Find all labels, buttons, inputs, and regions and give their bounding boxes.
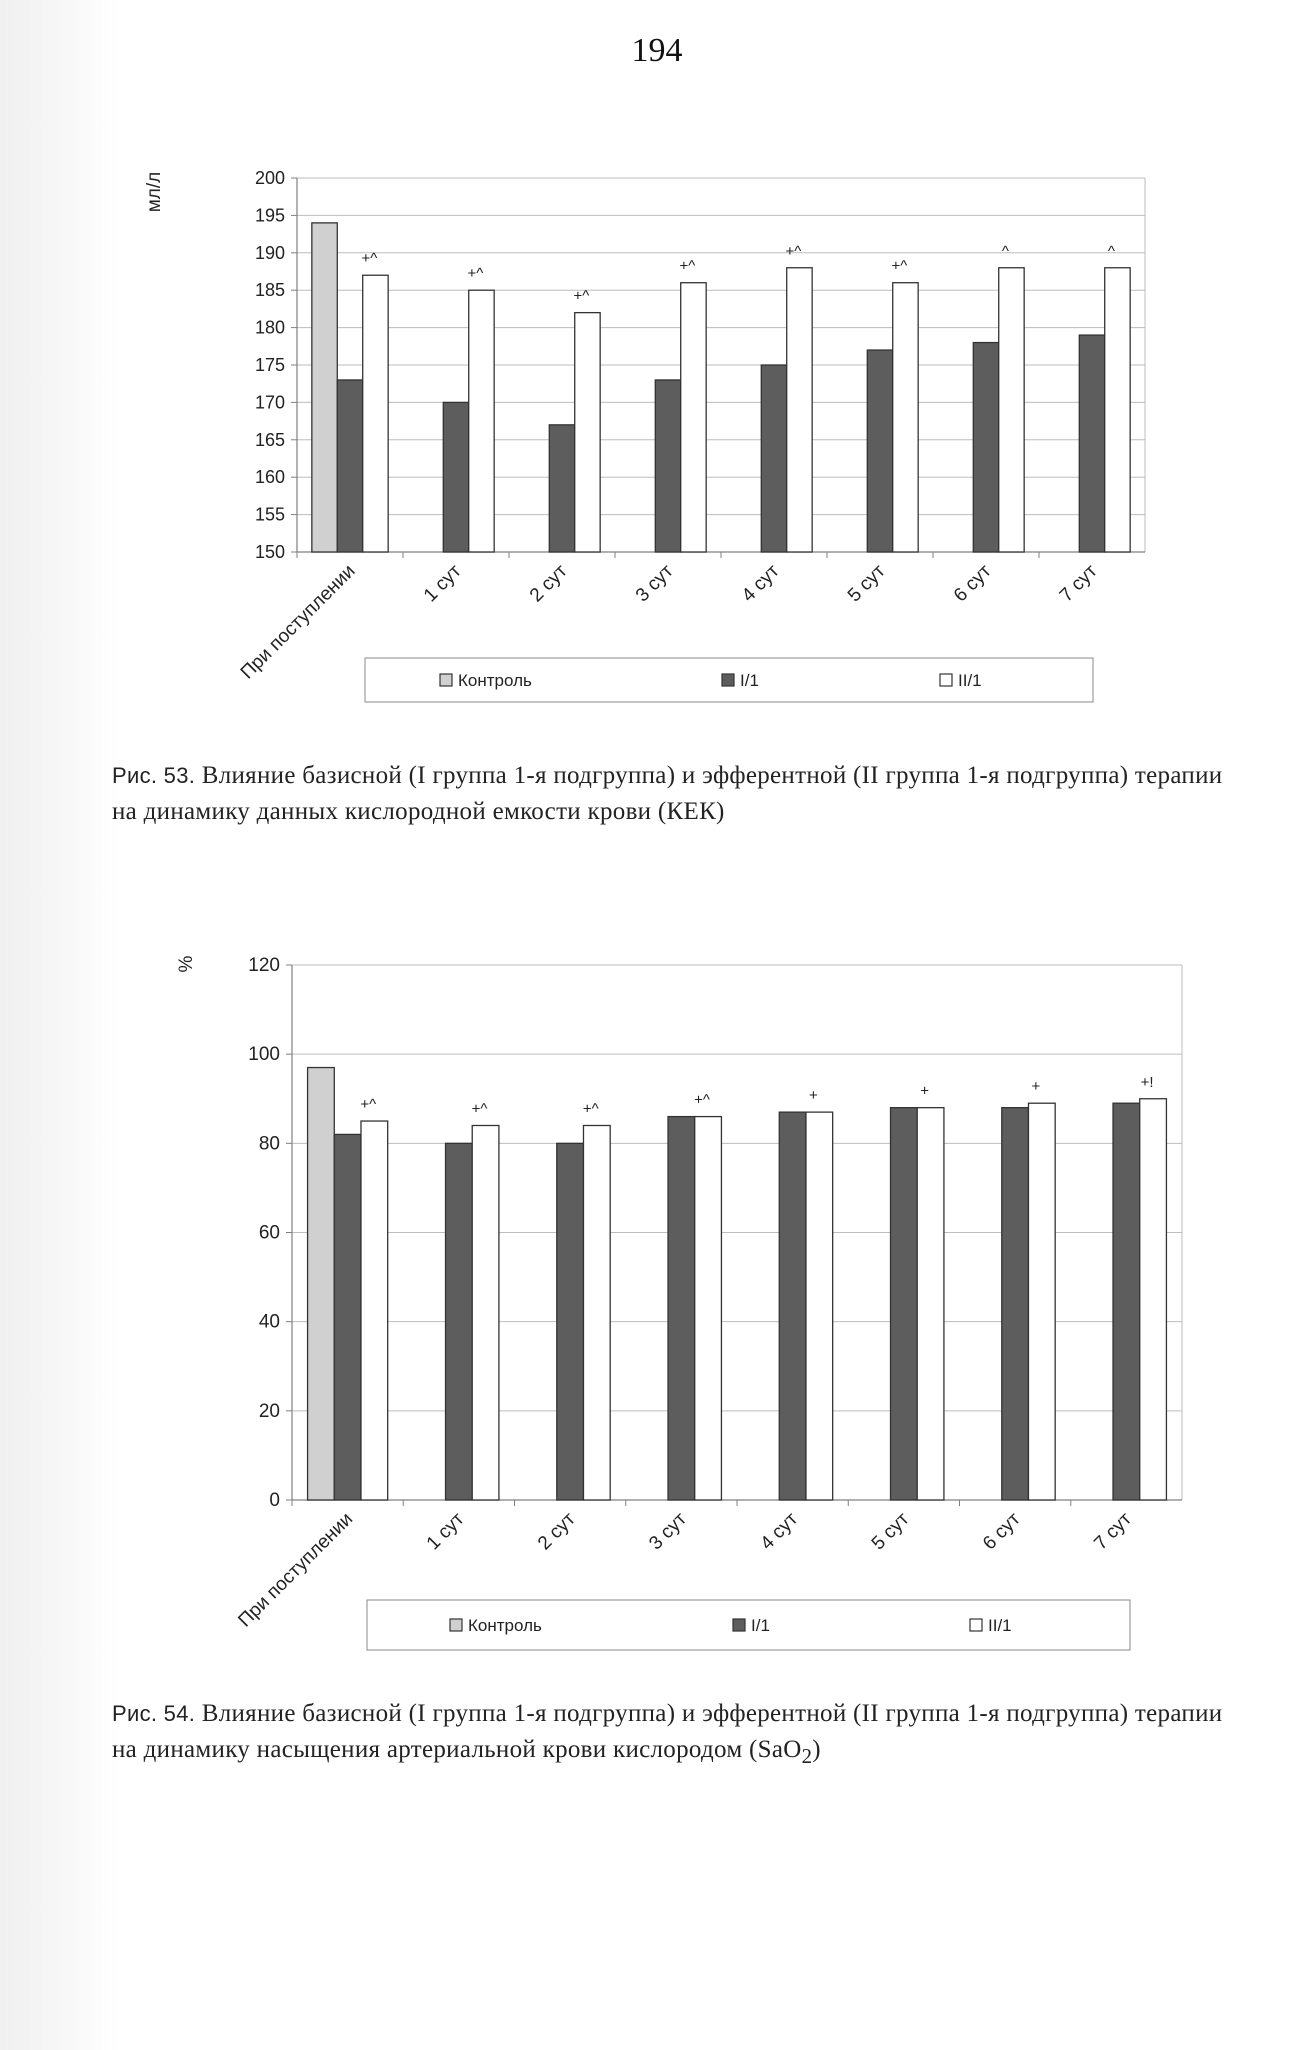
significance-mark: +^ — [573, 287, 590, 305]
significance-mark: +^ — [471, 1100, 488, 1118]
bar-group-i1 — [443, 402, 468, 552]
chart-oxygen-saturation — [0, 940, 1314, 1660]
y-tick-label: 120 — [248, 955, 280, 976]
y-tick-label: 60 — [258, 1222, 280, 1244]
x-category-label: 6 сут — [949, 560, 996, 607]
y-tick-label: 40 — [258, 1311, 280, 1333]
x-category-label: 2 сут — [525, 560, 572, 607]
x-category-label: 4 сут — [756, 1508, 803, 1555]
figure-53-caption — [112, 758, 1242, 830]
y-tick-label: 0 — [269, 1490, 280, 1511]
significance-mark: +! — [1140, 1073, 1154, 1091]
figure-53-text: Влияние базисной (I группа 1-я подгруппа) и эфферентной (II группа 1-я подгруппа) терапии на динамику данных кислородной емкости крови (КЕК) — [112, 762, 1223, 825]
bar-group-i1 — [446, 1143, 473, 1500]
significance-mark: +^ — [694, 1091, 710, 1109]
x-category-label: 3 сут — [631, 560, 678, 607]
legend-label: Контроль — [458, 671, 532, 690]
bar-group-ii1 — [1140, 1099, 1167, 1500]
bar-group-ii1 — [999, 268, 1024, 552]
bar-group-ii1 — [917, 1108, 944, 1500]
x-category-label: 7 сут — [1055, 560, 1102, 607]
bar-group-i1 — [334, 1134, 361, 1500]
bar-group-ii1 — [583, 1126, 610, 1501]
bar-control — [312, 223, 337, 552]
bar-group-i1 — [655, 380, 680, 552]
legend-swatch — [733, 1619, 745, 1631]
x-category-label: 5 сут — [867, 1508, 914, 1555]
x-category-label: 4 сут — [737, 560, 784, 607]
legend-label: II/1 — [988, 1616, 1012, 1635]
y-tick-label: 200 — [254, 168, 285, 188]
significance-mark: +^ — [582, 1100, 599, 1118]
bar-group-i1 — [557, 1143, 584, 1500]
bar-group-ii1 — [681, 283, 706, 552]
figure-53-number: Рис. 53. — [112, 763, 196, 788]
significance-mark: + — [920, 1082, 929, 1100]
x-category-label: 5 сут — [843, 560, 890, 607]
legend-swatch — [440, 674, 452, 686]
bar-group-ii1 — [695, 1117, 722, 1500]
legend-swatch — [722, 674, 734, 686]
bar-group-ii1 — [806, 1112, 833, 1500]
y-tick-label: 185 — [254, 280, 285, 301]
legend-label: II/1 — [958, 671, 982, 690]
figure-54-subscript: 2 — [801, 1744, 813, 1768]
x-category-label: 6 сут — [979, 1508, 1025, 1555]
bar-group-i1 — [761, 365, 786, 552]
legend-label: I/1 — [740, 671, 759, 690]
bar-group-ii1 — [1105, 268, 1130, 552]
y-tick-label: 195 — [254, 205, 285, 226]
bar-group-ii1 — [472, 1126, 499, 1501]
legend-swatch — [940, 674, 952, 686]
y-tick-label: 155 — [254, 504, 285, 525]
significance-mark: +^ — [785, 242, 802, 260]
bar-group-ii1 — [363, 275, 388, 552]
x-category-label: При поступлении — [234, 1508, 358, 1632]
bar-group-i1 — [1079, 335, 1104, 552]
bar-group-ii1 — [1028, 1103, 1055, 1500]
chart-oxygen-capacity — [0, 150, 1314, 710]
bar-group-ii1 — [575, 313, 600, 552]
bar-control — [308, 1068, 335, 1500]
y-tick-label: 190 — [254, 242, 285, 263]
y-axis-label: мл/л — [144, 171, 165, 213]
bar-group-ii1 — [361, 1121, 388, 1500]
bar-group-i1 — [867, 350, 892, 552]
significance-mark: ^ — [1001, 242, 1009, 260]
y-tick-label: 170 — [254, 392, 285, 413]
y-tick-label: 100 — [248, 1044, 280, 1066]
bar-group-ii1 — [893, 283, 918, 552]
y-tick-label: 20 — [258, 1400, 280, 1422]
significance-mark: + — [1031, 1078, 1041, 1096]
significance-mark: +^ — [360, 1096, 377, 1114]
legend-swatch — [450, 1619, 462, 1631]
significance-mark: +^ — [467, 265, 484, 283]
y-tick-label: 165 — [254, 429, 285, 450]
y-tick-label: 180 — [254, 317, 285, 338]
x-category-label: При поступлении — [236, 560, 360, 684]
x-category-label: 7 сут — [1090, 1508, 1136, 1555]
bar-group-i1 — [337, 380, 362, 552]
bar-group-ii1 — [787, 268, 812, 552]
significance-mark: +^ — [361, 250, 378, 268]
bar-group-i1 — [779, 1112, 806, 1500]
x-category-label: 1 сут — [422, 1508, 469, 1555]
figure-54-number: Рис. 54. — [112, 1701, 196, 1726]
bar-group-i1 — [549, 425, 574, 552]
significance-mark: +^ — [891, 257, 908, 275]
y-tick-label: 160 — [254, 467, 285, 488]
figure-54-caption — [112, 1696, 1242, 1774]
y-tick-label: 80 — [258, 1133, 280, 1155]
figure-54-text-end: ) — [812, 1736, 821, 1763]
x-category-label: 2 сут — [534, 1508, 580, 1555]
figure-54-text: Влияние базисной (I группа 1-я подгруппа) и эфферентной (II группа 1-я подгруппа) терапии на динамику насыщения артериальной крови кислородом (SaO — [112, 1700, 1223, 1763]
legend-swatch — [970, 1619, 982, 1631]
legend-label: I/1 — [751, 1616, 770, 1635]
significance-mark: +^ — [679, 257, 696, 275]
x-category-label: 3 сут — [645, 1508, 691, 1555]
bar-group-i1 — [1002, 1108, 1029, 1500]
significance-mark: ^ — [1107, 242, 1115, 260]
bar-group-i1 — [973, 343, 998, 552]
bar-group-i1 — [1113, 1103, 1140, 1500]
x-category-label: 1 сут — [419, 560, 466, 607]
bar-group-i1 — [891, 1108, 918, 1500]
significance-mark: + — [808, 1087, 818, 1105]
bar-group-ii1 — [469, 290, 494, 552]
page-number: 194 — [631, 32, 683, 69]
y-tick-label: 150 — [254, 542, 285, 562]
bar-group-i1 — [668, 1117, 695, 1500]
y-tick-label: 175 — [254, 355, 285, 375]
legend-label: Контроль — [468, 1616, 542, 1635]
y-axis-label: % — [176, 955, 197, 973]
